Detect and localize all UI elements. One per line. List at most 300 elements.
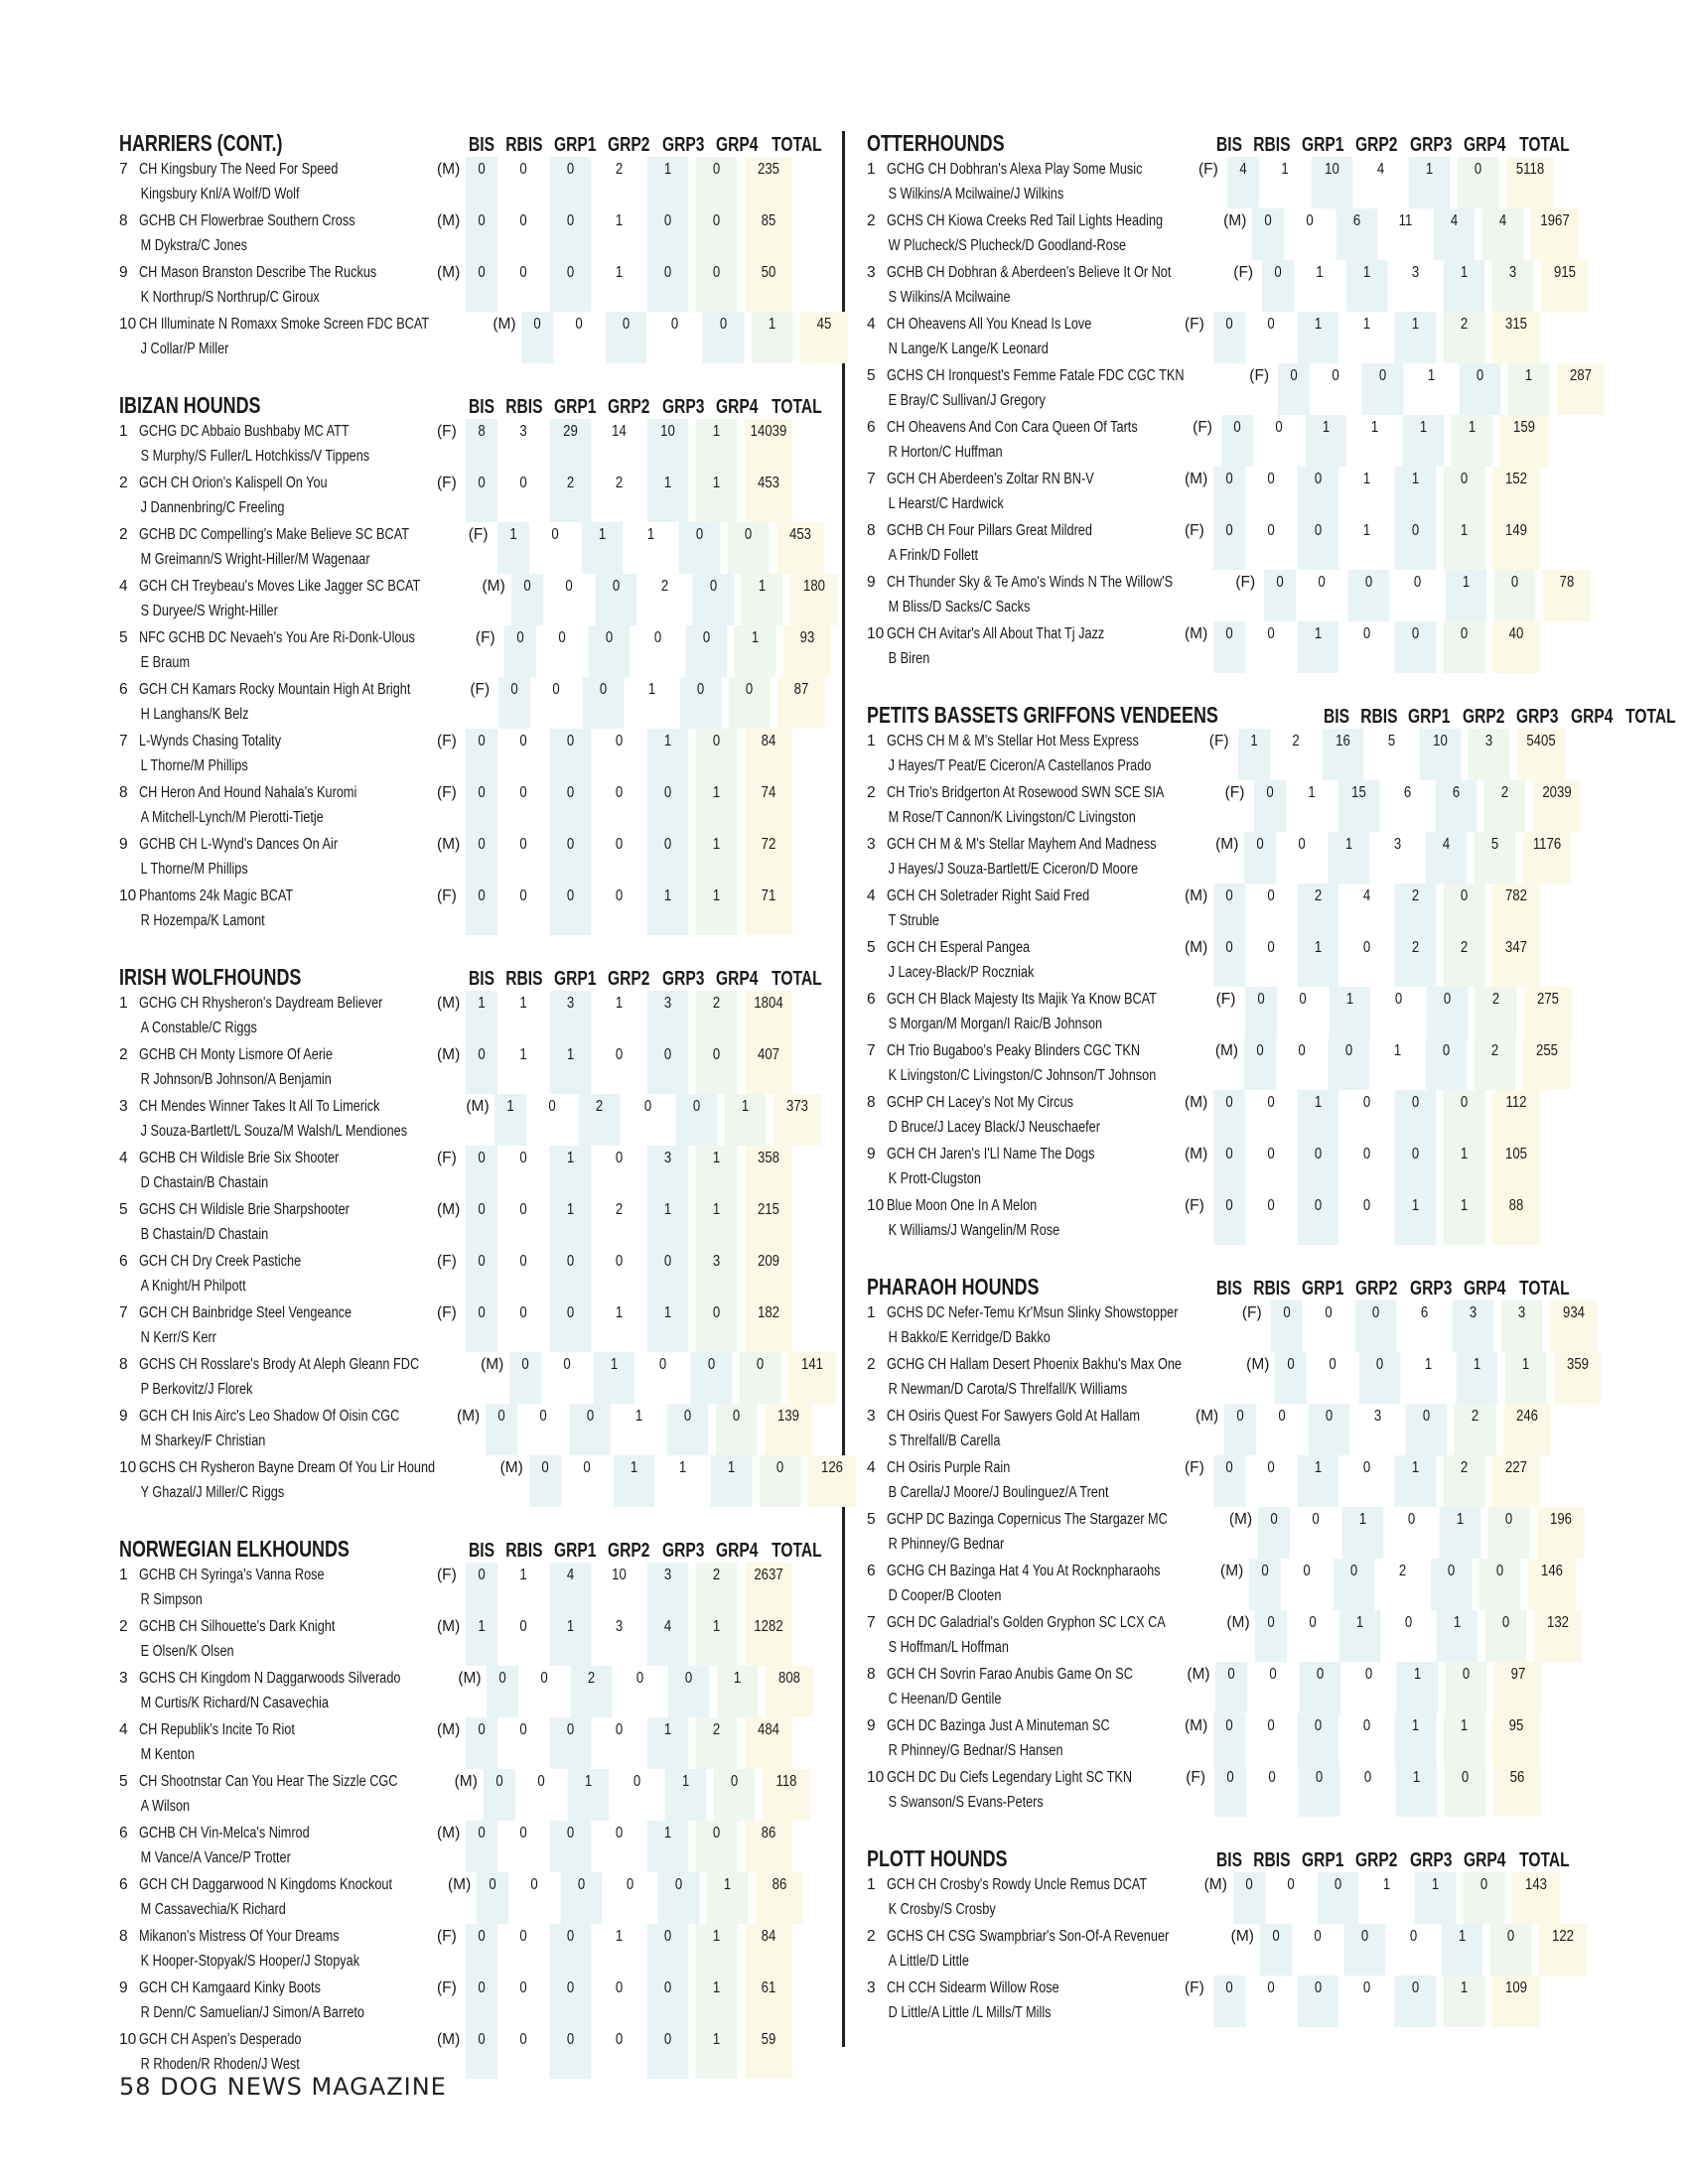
rank-number: 10: [867, 1769, 885, 1786]
stat-bis: 0: [1214, 1765, 1246, 1817]
stat-grp3: 1: [647, 1300, 689, 1352]
column-header-grp4: GRP4: [1464, 1849, 1506, 1871]
stat-grp4: 0: [1485, 1610, 1527, 1662]
stat-grp4: 0: [1444, 467, 1485, 518]
stat-bis: 0: [466, 208, 497, 260]
stat-grp4: 0: [1494, 570, 1536, 621]
stat-grp3: 3: [647, 1146, 689, 1197]
ranking-entry: [119, 2027, 814, 2079]
dog-name: GCHB CH Wildisle Brie Six Shooter: [139, 1150, 340, 1166]
stat-grp3: 1: [1440, 1507, 1481, 1559]
stat-rbis: 0: [1309, 1614, 1318, 1631]
rank-number: 9: [119, 836, 128, 853]
column-header-grp1: GRP1: [553, 134, 597, 156]
stat-grp2: 0: [671, 316, 679, 333]
owner-names: L Thorne/M Phillips: [140, 757, 248, 774]
ranking-section: [867, 699, 1677, 1245]
rank-number: 2: [119, 475, 128, 491]
owner-names: D Bruce/J Lacey Black/J Neuschaefer: [888, 1119, 1100, 1136]
dog-name: GCH CH Orion's Kalispell On You: [139, 475, 328, 491]
stat-rbis: 0: [540, 1670, 549, 1687]
dog-sex: (F): [437, 887, 457, 904]
owner-names: P Berkovitz/J Florek: [140, 1381, 253, 1398]
dog-info: [887, 832, 1215, 884]
section-gap: [119, 363, 814, 389]
dog-sex: (F): [437, 1253, 457, 1270]
stat-bis: 0: [1213, 1976, 1245, 2027]
stat-grp2: 3: [1393, 836, 1402, 853]
stat-total: 453: [745, 471, 792, 522]
stat-grp2: 1: [1382, 1876, 1390, 1893]
column-header-bis: BIS: [1215, 1278, 1243, 1299]
dog-info: [139, 419, 437, 471]
stat-grp3: 0: [680, 677, 722, 729]
dog-info: [139, 780, 437, 832]
stat-grp3: 0: [647, 1976, 689, 2027]
stat-grp2: 0: [1362, 939, 1371, 956]
stat-grp1: 2: [550, 471, 592, 522]
stat-grp4: 0: [1444, 884, 1485, 935]
column-header-total: TOTAL: [771, 968, 822, 990]
stat-total: 88: [1492, 1193, 1540, 1245]
section-header: [867, 127, 1570, 157]
stat-grp1: 0: [1317, 1872, 1358, 1924]
stat-grp4: 1: [696, 832, 738, 884]
rank-number: 7: [119, 733, 128, 750]
stat-grp2: 6: [1403, 784, 1411, 801]
dog-sex: (M): [437, 995, 461, 1012]
dog-sex: (F): [1249, 367, 1270, 384]
ranking-entry: [867, 1455, 1562, 1507]
dog-name: CH Kingsbury The Need For Speed: [139, 161, 339, 178]
stat-grp4: 2: [1444, 935, 1485, 987]
stat-bis: 0: [466, 157, 497, 208]
stat-grp3: 0: [668, 1666, 710, 1717]
stat-grp4: 4: [1482, 208, 1524, 260]
stat-rbis: 0: [1332, 367, 1339, 384]
owner-names: A Frink/D Follett: [888, 547, 979, 564]
stat-grp2: 2: [1398, 1563, 1407, 1579]
stat-grp1: 0: [550, 832, 592, 884]
ranking-entry: [867, 208, 1570, 260]
stat-grp2: 0: [1394, 991, 1402, 1008]
rank-number: 4: [119, 1150, 128, 1166]
stat-grp1: 1: [594, 1352, 635, 1404]
stat-total: 40: [1492, 621, 1540, 673]
column-header-grp4: GRP4: [716, 1540, 759, 1562]
ranking-entry: [867, 157, 1562, 208]
dog-sex: (M): [1185, 471, 1208, 487]
stat-grp4: 1: [1505, 1352, 1547, 1404]
owner-names: D Chastain/B Chastain: [140, 1174, 269, 1191]
dog-sex: (M): [1185, 939, 1208, 956]
ranking-entry: [867, 1976, 1562, 2027]
dog-name: GCH CH Aberdeen's Zoltar RN BN-V: [887, 471, 1094, 487]
dog-sex: (M): [1203, 1876, 1227, 1893]
stat-bis: 0: [466, 1197, 497, 1249]
stat-total: 118: [763, 1769, 810, 1821]
stat-grp2: 0: [615, 1721, 624, 1738]
stat-bis: 0: [1244, 832, 1276, 884]
ranking-entry: [867, 1193, 1562, 1245]
rank-number: 2: [867, 1356, 876, 1373]
stat-grp4: 5: [1475, 832, 1516, 884]
stat-rbis: 0: [519, 161, 527, 178]
owner-names: J Lacey-Black/P Roczniak: [888, 964, 1035, 981]
dog-info: [887, 570, 1235, 621]
owner-names: Kingsbury Knl/A Wolf/D Wolf: [140, 186, 300, 203]
column-header-grp4: GRP4: [1464, 134, 1506, 156]
stat-total: 1176: [1523, 832, 1571, 884]
stat-bis: 1: [497, 522, 529, 574]
stat-rbis: 0: [519, 475, 527, 491]
dog-name: GCHG CH Rhysheron's Daydream Believer: [139, 995, 383, 1012]
stat-grp2: 4: [1362, 887, 1371, 904]
stat-grp2: 0: [615, 2031, 624, 2048]
stat-grp4: 1: [696, 780, 738, 832]
owner-names: S Duryee/S Wright-Hiller: [140, 603, 278, 619]
dog-name: GCH CH Kamars Rocky Mountain High At Bright: [139, 681, 411, 698]
stat-grp3: 0: [647, 2027, 689, 2079]
dog-sex: (F): [475, 629, 495, 646]
stat-grp2: 1: [678, 1459, 686, 1476]
rank-number: 6: [867, 419, 876, 436]
section-title: NORWEGIAN ELKHOUNDS: [119, 1536, 350, 1562]
rank-number: 10: [119, 887, 137, 904]
owner-names: K Crosby/S Crosby: [888, 1901, 996, 1918]
dog-sex: (M): [492, 316, 516, 333]
rank-number: 4: [867, 1459, 876, 1476]
stat-bis: 0: [1249, 1559, 1281, 1610]
stat-total: 2637: [745, 1563, 792, 1614]
stat-grp1: 0: [550, 729, 592, 780]
dog-name: CH Oheavens And Con Cara Queen Of Tarts: [887, 419, 1138, 436]
stat-grp3: 0: [1395, 1142, 1437, 1193]
stat-grp1: 0: [1334, 1559, 1375, 1610]
stat-grp3: 0: [692, 574, 734, 625]
stat-bis: 0: [1213, 518, 1245, 570]
ranking-entry: [119, 312, 832, 363]
stat-grp4: 0: [727, 522, 769, 574]
stat-grp2: 3: [1373, 1408, 1382, 1425]
stat-bis: 0: [1260, 1924, 1292, 1976]
owner-names: L Hearst/C Hardwick: [888, 495, 1004, 512]
ranking-entry: [119, 1404, 814, 1455]
dog-name: GCHB CH Flowerbrae Southern Cross: [139, 212, 355, 229]
dog-sex: (M): [1226, 1614, 1250, 1631]
stat-total: 453: [776, 522, 824, 574]
owner-names: B Chastain/D Chastain: [140, 1226, 269, 1243]
stat-rbis: 0: [519, 1253, 527, 1270]
stat-grp4: 0: [696, 157, 738, 208]
stat-rbis: 0: [519, 836, 527, 853]
section-header: [119, 1533, 822, 1563]
dog-info: [139, 157, 437, 208]
stat-grp4: 2: [696, 1563, 738, 1614]
dog-info: [887, 780, 1225, 832]
ranking-entry: [867, 987, 1562, 1038]
stat-grp4: 0: [1463, 1872, 1504, 1924]
section-title: IBIZAN HOUNDS: [119, 392, 261, 418]
dog-name: GCHS CH Rosslare's Brody At Aleph Gleann FDC: [139, 1356, 420, 1373]
stat-grp3: 0: [1460, 363, 1501, 415]
owner-names: N Kerr/S Kerr: [140, 1329, 216, 1346]
dog-name: GCHP CH Lacey's Not My Circus: [887, 1094, 1073, 1111]
stat-grp2: 10: [612, 1567, 627, 1583]
stat-grp4: 0: [696, 208, 738, 260]
stat-rbis: 0: [1267, 1717, 1275, 1734]
ranking-entry: [119, 780, 814, 832]
stat-rbis: 0: [519, 212, 527, 229]
dog-name: GCH CH Aspen's Desperado: [139, 2031, 302, 2048]
dog-name: GCH CH Esperal Pangea: [887, 939, 1031, 956]
rank-number: 8: [867, 1666, 876, 1683]
owner-names: M Rose/T Cannon/K Livingston/C Livingston: [888, 809, 1136, 826]
stat-rbis: 0: [1267, 625, 1275, 642]
stat-grp1: 1: [1342, 1507, 1384, 1559]
ranking-entry: [119, 991, 814, 1042]
stat-total: 85: [745, 208, 792, 260]
column-header-rbis: RBIS: [1359, 706, 1398, 728]
dog-info: [887, 1662, 1187, 1713]
stat-grp1: 15: [1337, 780, 1379, 832]
stat-grp3: 0: [1406, 1404, 1448, 1455]
rank-number: 7: [867, 1042, 876, 1059]
stat-grp4: 1: [1444, 1713, 1485, 1765]
stat-total: 275: [1524, 987, 1572, 1038]
stat-rbis: 0: [519, 1618, 527, 1635]
stat-grp1: 0: [1362, 363, 1404, 415]
stat-grp1: 16: [1322, 729, 1363, 780]
dog-name: GCHS CH Wildisle Brie Sharpshooter: [139, 1201, 350, 1218]
stat-total: 915: [1541, 260, 1589, 312]
rank-number: 3: [867, 1979, 876, 1996]
stat-grp1: 1: [1298, 935, 1339, 987]
ranking-entry: [119, 1146, 814, 1197]
column-header-rbis: RBIS: [505, 134, 543, 156]
stat-grp4: 0: [759, 1455, 800, 1507]
stat-bis: 0: [1244, 1038, 1276, 1090]
dog-info: [887, 1872, 1204, 1924]
stat-total: 152: [1492, 467, 1540, 518]
stat-rbis: 0: [519, 1201, 527, 1218]
dog-info: [139, 677, 470, 729]
stat-rbis: 2: [1292, 733, 1300, 750]
stat-grp3: 1: [647, 884, 689, 935]
stat-rbis: 0: [1325, 1304, 1333, 1321]
stat-grp2: 0: [615, 1979, 624, 1996]
stat-bis: 0: [1213, 1713, 1245, 1765]
owner-names: C Heenan/D Gentile: [888, 1691, 1002, 1707]
rank-number: 4: [119, 1721, 128, 1738]
dog-name: GCHG DC Abbaio Bushbaby MC ATT: [139, 423, 350, 440]
owner-names: N Lange/K Lange/K Leonard: [888, 341, 1049, 357]
page-footer: 58 DOG NEWS MAGAZINE: [119, 2073, 447, 2101]
stat-rbis: 0: [564, 578, 573, 595]
stat-grp3: 3: [647, 1563, 689, 1614]
owner-names: K Livingston/C Livingston/C Johnson/T Johnson: [888, 1067, 1157, 1084]
dog-sex: (M): [454, 1773, 478, 1790]
rank-number: 4: [119, 578, 128, 595]
dog-sex: (F): [1185, 316, 1204, 333]
stat-grp3: 0: [658, 1872, 700, 1924]
dog-info: [139, 1352, 481, 1404]
dog-sex: (F): [437, 784, 457, 801]
stat-bis: 0: [483, 1769, 514, 1821]
stat-grp2: 1: [1370, 419, 1379, 436]
section-header: [119, 389, 822, 419]
stat-grp3: 3: [1453, 1300, 1494, 1352]
stat-total: 196: [1537, 1507, 1585, 1559]
stat-bis: 0: [528, 1455, 560, 1507]
owner-names: R Denn/C Samuelian/J Simon/A Barreto: [140, 2004, 364, 2021]
stat-grp1: 1: [581, 522, 623, 574]
dog-info: [139, 1563, 437, 1614]
rank-number: 2: [867, 784, 876, 801]
stat-grp3: 1: [1409, 157, 1451, 208]
column-header-grp2: GRP2: [1355, 1278, 1398, 1299]
stat-grp4: 1: [1444, 1142, 1485, 1193]
ranking-entry: [119, 1821, 814, 1872]
stat-bis: 0: [1252, 208, 1284, 260]
owner-names: J Dannenbring/C Freeling: [140, 499, 285, 516]
dog-sex: (M): [1215, 836, 1239, 853]
stat-grp4: 1: [1452, 415, 1493, 467]
dog-info: [887, 1713, 1185, 1765]
stat-bis: 0: [466, 260, 497, 312]
column-header-grp3: GRP3: [1516, 706, 1559, 728]
rank-number: 3: [867, 1408, 876, 1425]
column-header-bis: BIS: [1215, 1849, 1243, 1871]
dog-info: [139, 1300, 437, 1352]
dog-sex: (F): [1224, 784, 1245, 801]
column-header-grp3: GRP3: [1409, 1278, 1453, 1299]
right-column: [867, 127, 1677, 2027]
stat-rbis: 0: [1312, 1511, 1320, 1528]
owner-names: M Bliss/D Sacks/C Sacks: [888, 599, 1031, 615]
stat-total: 122: [1539, 1924, 1587, 1976]
stat-bis: 1: [494, 1094, 526, 1146]
stat-grp1: 0: [550, 260, 592, 312]
stat-total: 1804: [745, 991, 792, 1042]
stat-rbis: 0: [519, 1979, 527, 1996]
dog-sex: (M): [437, 212, 461, 229]
section-gap: [119, 1507, 814, 1533]
stat-bis: 0: [504, 625, 536, 677]
owner-names: E Bray/C Sullivan/J Gregory: [888, 392, 1046, 409]
rank-number: 5: [119, 629, 128, 646]
owner-names: J Collar/P Miller: [140, 341, 229, 357]
stat-grp1: 1: [1298, 312, 1339, 363]
dog-info: [139, 1197, 437, 1249]
stat-grp1: 4: [550, 1563, 592, 1614]
dog-info: [887, 208, 1223, 260]
stat-rbis: 0: [1275, 419, 1283, 436]
stat-bis: 8: [466, 419, 497, 471]
stat-bis: 0: [466, 832, 497, 884]
stat-grp3: 1: [1457, 1352, 1498, 1404]
dog-name: GCHB DC Compelling's Make Believe SC BCAT: [139, 526, 410, 543]
dog-sex: (M): [466, 1098, 490, 1115]
stat-total: 235: [745, 157, 792, 208]
dog-name: CH Trio's Bridgerton At Rosewood SWN SCE SIA: [887, 784, 1165, 801]
stat-bis: 0: [1275, 1352, 1307, 1404]
stat-grp2: 2: [615, 475, 624, 491]
stat-total: 87: [778, 677, 826, 729]
dog-name: GCH CH Sovrin Farao Anubis Game On SC: [887, 1666, 1133, 1683]
column-header-rbis: RBIS: [505, 968, 543, 990]
stat-grp3: 1: [647, 157, 689, 208]
stat-grp3: 1: [1437, 1610, 1478, 1662]
stat-rbis: 0: [1278, 1408, 1286, 1425]
stat-grp1: 3: [550, 991, 592, 1042]
stat-rbis: 0: [1267, 1094, 1275, 1111]
stat-grp2: 3: [1412, 264, 1420, 281]
stat-grp4: 3: [1492, 260, 1534, 312]
stat-grp2: 0: [615, 784, 624, 801]
stat-grp1: 1: [1329, 832, 1370, 884]
ranking-entry: [119, 522, 814, 574]
rank-number: 5: [867, 939, 876, 956]
owner-names: S Threlfall/B Carella: [888, 1433, 1001, 1449]
dog-name: GCH CH Kamgaard Kinky Boots: [139, 1979, 321, 1996]
dog-sex: (M): [482, 578, 505, 595]
ranking-entry: [119, 832, 814, 884]
owner-names: R Phinney/G Bednar: [888, 1536, 1005, 1553]
owner-names: S Wilkins/A Mcilwaine/J Wilkins: [888, 186, 1064, 203]
stat-grp1: 0: [1298, 1142, 1339, 1193]
stat-grp3: 1: [1403, 415, 1445, 467]
dog-sex: (F): [437, 1979, 457, 1996]
dog-info: [139, 471, 437, 522]
rank-number: 8: [867, 522, 876, 539]
stat-total: 143: [1512, 1872, 1560, 1924]
stat-grp3: 1: [1441, 1924, 1482, 1976]
stat-grp4: 1: [696, 471, 738, 522]
stat-grp3: 1: [1395, 1193, 1437, 1245]
stat-grp1: 0: [550, 1924, 592, 1976]
rank-number: 4: [867, 316, 876, 333]
stat-grp3: 0: [691, 1352, 733, 1404]
stat-grp4: 1: [696, 1197, 738, 1249]
ranking-entry: [867, 467, 1562, 518]
stat-rbis: 0: [582, 1459, 591, 1476]
owner-names: M Curtis/K Richard/N Casavechia: [140, 1695, 329, 1711]
column-header-grp2: GRP2: [1355, 134, 1398, 156]
stat-grp1: 0: [561, 1872, 603, 1924]
ranking-entry: [119, 729, 814, 780]
stat-grp3: 1: [1395, 467, 1437, 518]
dog-sex: (M): [458, 1670, 482, 1687]
stat-total: 255: [1523, 1038, 1571, 1090]
stat-grp4: 0: [696, 1042, 738, 1094]
dog-sex: (F): [1208, 733, 1229, 750]
stat-grp4: 0: [1445, 1765, 1486, 1817]
stat-rbis: 0: [1313, 1928, 1322, 1945]
dog-name: GCHB CH Four Pillars Great Mildred: [887, 522, 1092, 539]
stat-grp2: 3: [615, 1618, 624, 1635]
ranking-entry: [119, 1717, 814, 1769]
rank-number: 1: [867, 733, 876, 750]
stat-grp1: 1: [550, 1042, 592, 1094]
stat-grp4: 0: [696, 260, 738, 312]
dog-info: [887, 1924, 1231, 1976]
dog-info: [139, 1976, 437, 2027]
dog-name: CH Osiris Purple Rain: [887, 1459, 1011, 1476]
section-title: PETITS BASSETS GRIFFONS VENDEENS: [867, 702, 1218, 728]
column-header-grp1: GRP1: [1301, 134, 1344, 156]
stat-grp4: 0: [713, 1769, 755, 1821]
